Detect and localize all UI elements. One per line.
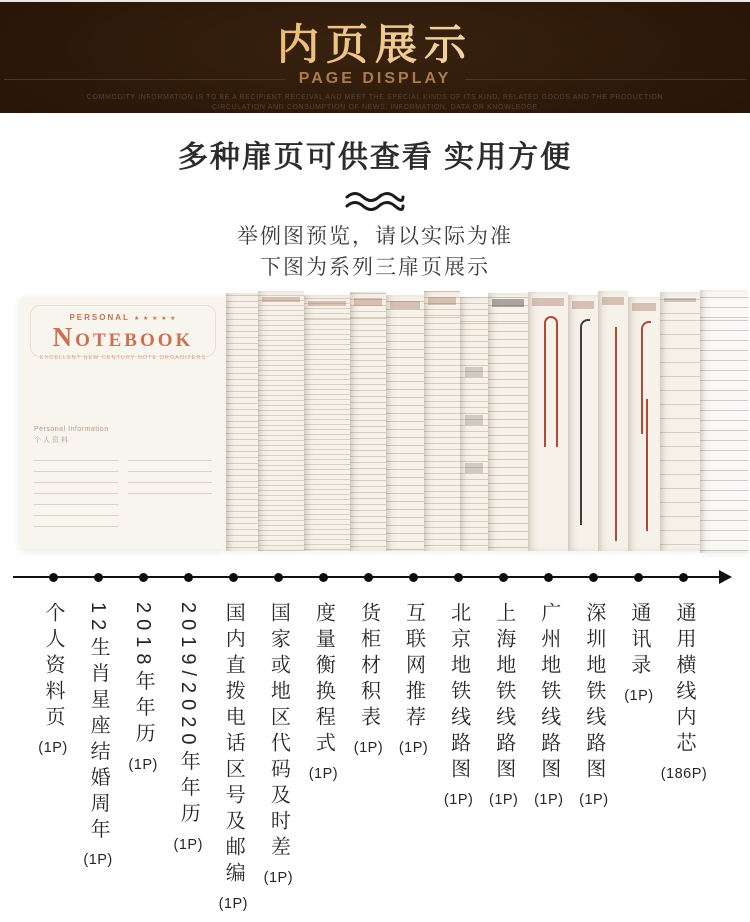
section-banner [0,0,750,113]
page-thumb-shanghai-metro [568,295,598,551]
metro-route-line [580,319,590,525]
page-thumb-header [632,303,656,311]
form-line [34,516,118,527]
page-thumb-header [492,299,524,307]
banner-title: 内页展示 [0,12,750,72]
timeline-dot [409,573,418,582]
page-thumb-measurement-conversion [424,291,460,551]
timeline-item-label: 2019/2020年年历 [177,602,200,829]
timeline-item [571,602,617,808]
timeline-item [391,602,437,756]
form-line [34,450,118,461]
timeline-item-pagecount: (1P) [218,896,248,912]
intro-note-line2: 下图为系列三扉页展示 [260,256,490,279]
form-line [34,494,118,505]
timeline-labels [0,602,750,922]
page-thumb-zodiac-anniversary [226,293,258,551]
timeline-dot [139,573,148,582]
timeline-item [616,602,662,704]
form-line [128,450,212,461]
form-heading-cn: 个人资料 [34,437,70,444]
timeline-item-label: 上海地铁线路图 [492,602,515,784]
divider-line-left [4,79,285,80]
page-thumb-header [428,297,456,305]
page-thumb-cover [20,297,226,549]
banner-subtitle-row [0,70,750,88]
timeline-item-label: 个人资料页 [42,602,64,732]
timeline-item-pagecount: (1P) [488,792,519,808]
timeline-item [661,602,707,782]
page-thumb-guangzhou-metro [598,291,628,551]
timeline-item-pagecount: (1P) [534,792,564,808]
form-heading-en: Personal Information [34,426,109,433]
timeline-item-pagecount: (1P) [308,766,339,782]
timeline-dot [184,573,193,582]
timeline-item [300,602,346,782]
section-intro [0,132,750,283]
timeline-item [255,602,301,886]
form-columns [34,450,212,527]
timeline-item-label: 12生肖星座结婚周年 [87,602,110,845]
page-thumb-phone-codes [350,292,386,551]
form-line [128,461,212,472]
form-line [34,472,118,483]
brand-stars: ★ ★ ★ ★ ★ [133,316,177,322]
cover-brand-logo [20,313,226,361]
timeline-item-label: 国内直拨电话区号及邮编 [222,602,245,888]
page-thumb-header [532,298,564,306]
timeline-item-label: 互联网推荐 [402,602,425,732]
form-line [34,483,118,494]
timeline-dot [499,573,508,582]
highlight-rows [465,367,483,487]
wave-divider-icon [0,189,750,215]
page-thumb-header [664,298,696,302]
intro-note [0,221,750,283]
page-thumb-calendar-2018 [258,291,304,551]
timeline-dot [589,573,598,582]
form-line [34,461,118,472]
timeline-dot [544,573,553,582]
timeline-item [30,602,76,756]
banner-subtitle: PAGE DISPLAY [298,70,452,87]
timeline-item-pagecount: (1P) [128,756,158,773]
page-thumb-address-book [660,292,700,551]
form-line [34,505,118,516]
page-thumb-shenzhen-metro [628,297,660,551]
timeline-item [526,602,572,808]
timeline-item-label: 2018年年历 [132,602,155,749]
page-thumb-country-codes [386,295,424,551]
metro-route-line [646,399,650,531]
page-thumb-calendar-2019-2020 [304,295,350,551]
page-thumb-container-volume [460,297,488,551]
timeline-item [436,602,482,808]
page-thumb-header [602,297,624,305]
timeline-item-pagecount: (1P) [353,740,384,756]
brand-personal-label [20,313,226,322]
page-thumb-header [262,297,300,302]
timeline-item-pagecount: (1P) [398,740,429,756]
timeline-dot [94,573,103,582]
timeline-item [75,602,121,868]
timeline-item-label: 度量衡换程式 [312,602,335,758]
form-line [128,472,212,483]
timeline-item [210,602,256,912]
brand-personal-text: PERSONAL [69,313,130,322]
banner-tagline-line1: COMMODITY INFORMATION IS TO BE A RECIPIENT RECEIVAL AND MEET THE SPECIAL KINDS OF ITS KIND, RELATED GOODS AND THE PRODUCTION [86,94,664,101]
timeline-item-label: 通讯录 [627,602,650,680]
timeline-item-label: 通用横线内芯 [672,602,695,758]
timeline-dot [274,573,283,582]
timeline-dot [634,573,643,582]
form-line [128,483,212,494]
brand-tagline: EXCELLENT NEW CENTURY NOTE ORGANIZERS [40,355,206,361]
banner-tagline-line2: CIRCULATION AND CONSUMPTION OF NEWS, INFORMATION, DATA OR KNOWLEDGE [212,104,538,111]
timeline-dot [49,573,58,582]
timeline-item-label: 货柜材积表 [357,602,380,732]
page-thumb-beijing-metro [528,292,568,551]
metro-route-line [615,327,619,541]
timeline-item-pagecount: (1P) [83,852,113,869]
metro-route-line [544,316,558,447]
timeline-item [345,602,391,756]
timeline-dot [679,573,688,582]
page-thumb-header [308,301,346,306]
timeline-item-pagecount: (186P) [660,766,708,782]
timeline-item-pagecount: (1P) [263,870,294,886]
form-column-left [34,450,118,527]
divider-line-right [465,79,746,80]
timeline-axis [0,564,750,590]
timeline-item-pagecount: (1P) [443,792,474,808]
page-thumb-header [390,301,420,309]
brand-rest: OTEBOOK [75,330,194,351]
timeline-item-label: 广州地铁线路图 [537,602,560,784]
page-thumb-internet-recommend [488,293,528,551]
timeline-arrow-icon [719,570,732,584]
timeline-item-pagecount: (1P) [579,792,609,808]
page-thumb-header [572,301,594,309]
timeline-item-label: 北京地铁线路图 [447,602,470,784]
timeline-dot [229,573,238,582]
form-column-right [128,450,212,527]
page-thumb-lined-core [700,290,748,553]
timeline-dot [454,573,463,582]
timeline-item [120,602,166,773]
page-title: 多种扉页可供查看 实用方便 [177,141,573,174]
timeline-item-pagecount: (1P) [38,740,68,756]
timeline-item [165,602,211,853]
timeline-item-label: 深圳地铁线路图 [582,602,605,784]
timeline-item-label: 国家或地区代码及时差 [267,602,290,862]
brand-initial: N [52,322,76,352]
timeline-dot [319,573,328,582]
cover-personal-info-form [34,426,212,527]
banner-tagline [0,93,750,113]
page-thumb-header [354,298,382,306]
notebook-pages-preview-image [0,289,750,559]
timeline-dot [364,573,373,582]
timeline-item-pagecount: (1P) [173,836,203,853]
intro-note-line1: 举例图预览，请以实际为准 [237,225,513,248]
brand-notebook-label [20,322,226,353]
timeline-item [481,602,527,808]
timeline-item-pagecount: (1P) [624,688,654,704]
